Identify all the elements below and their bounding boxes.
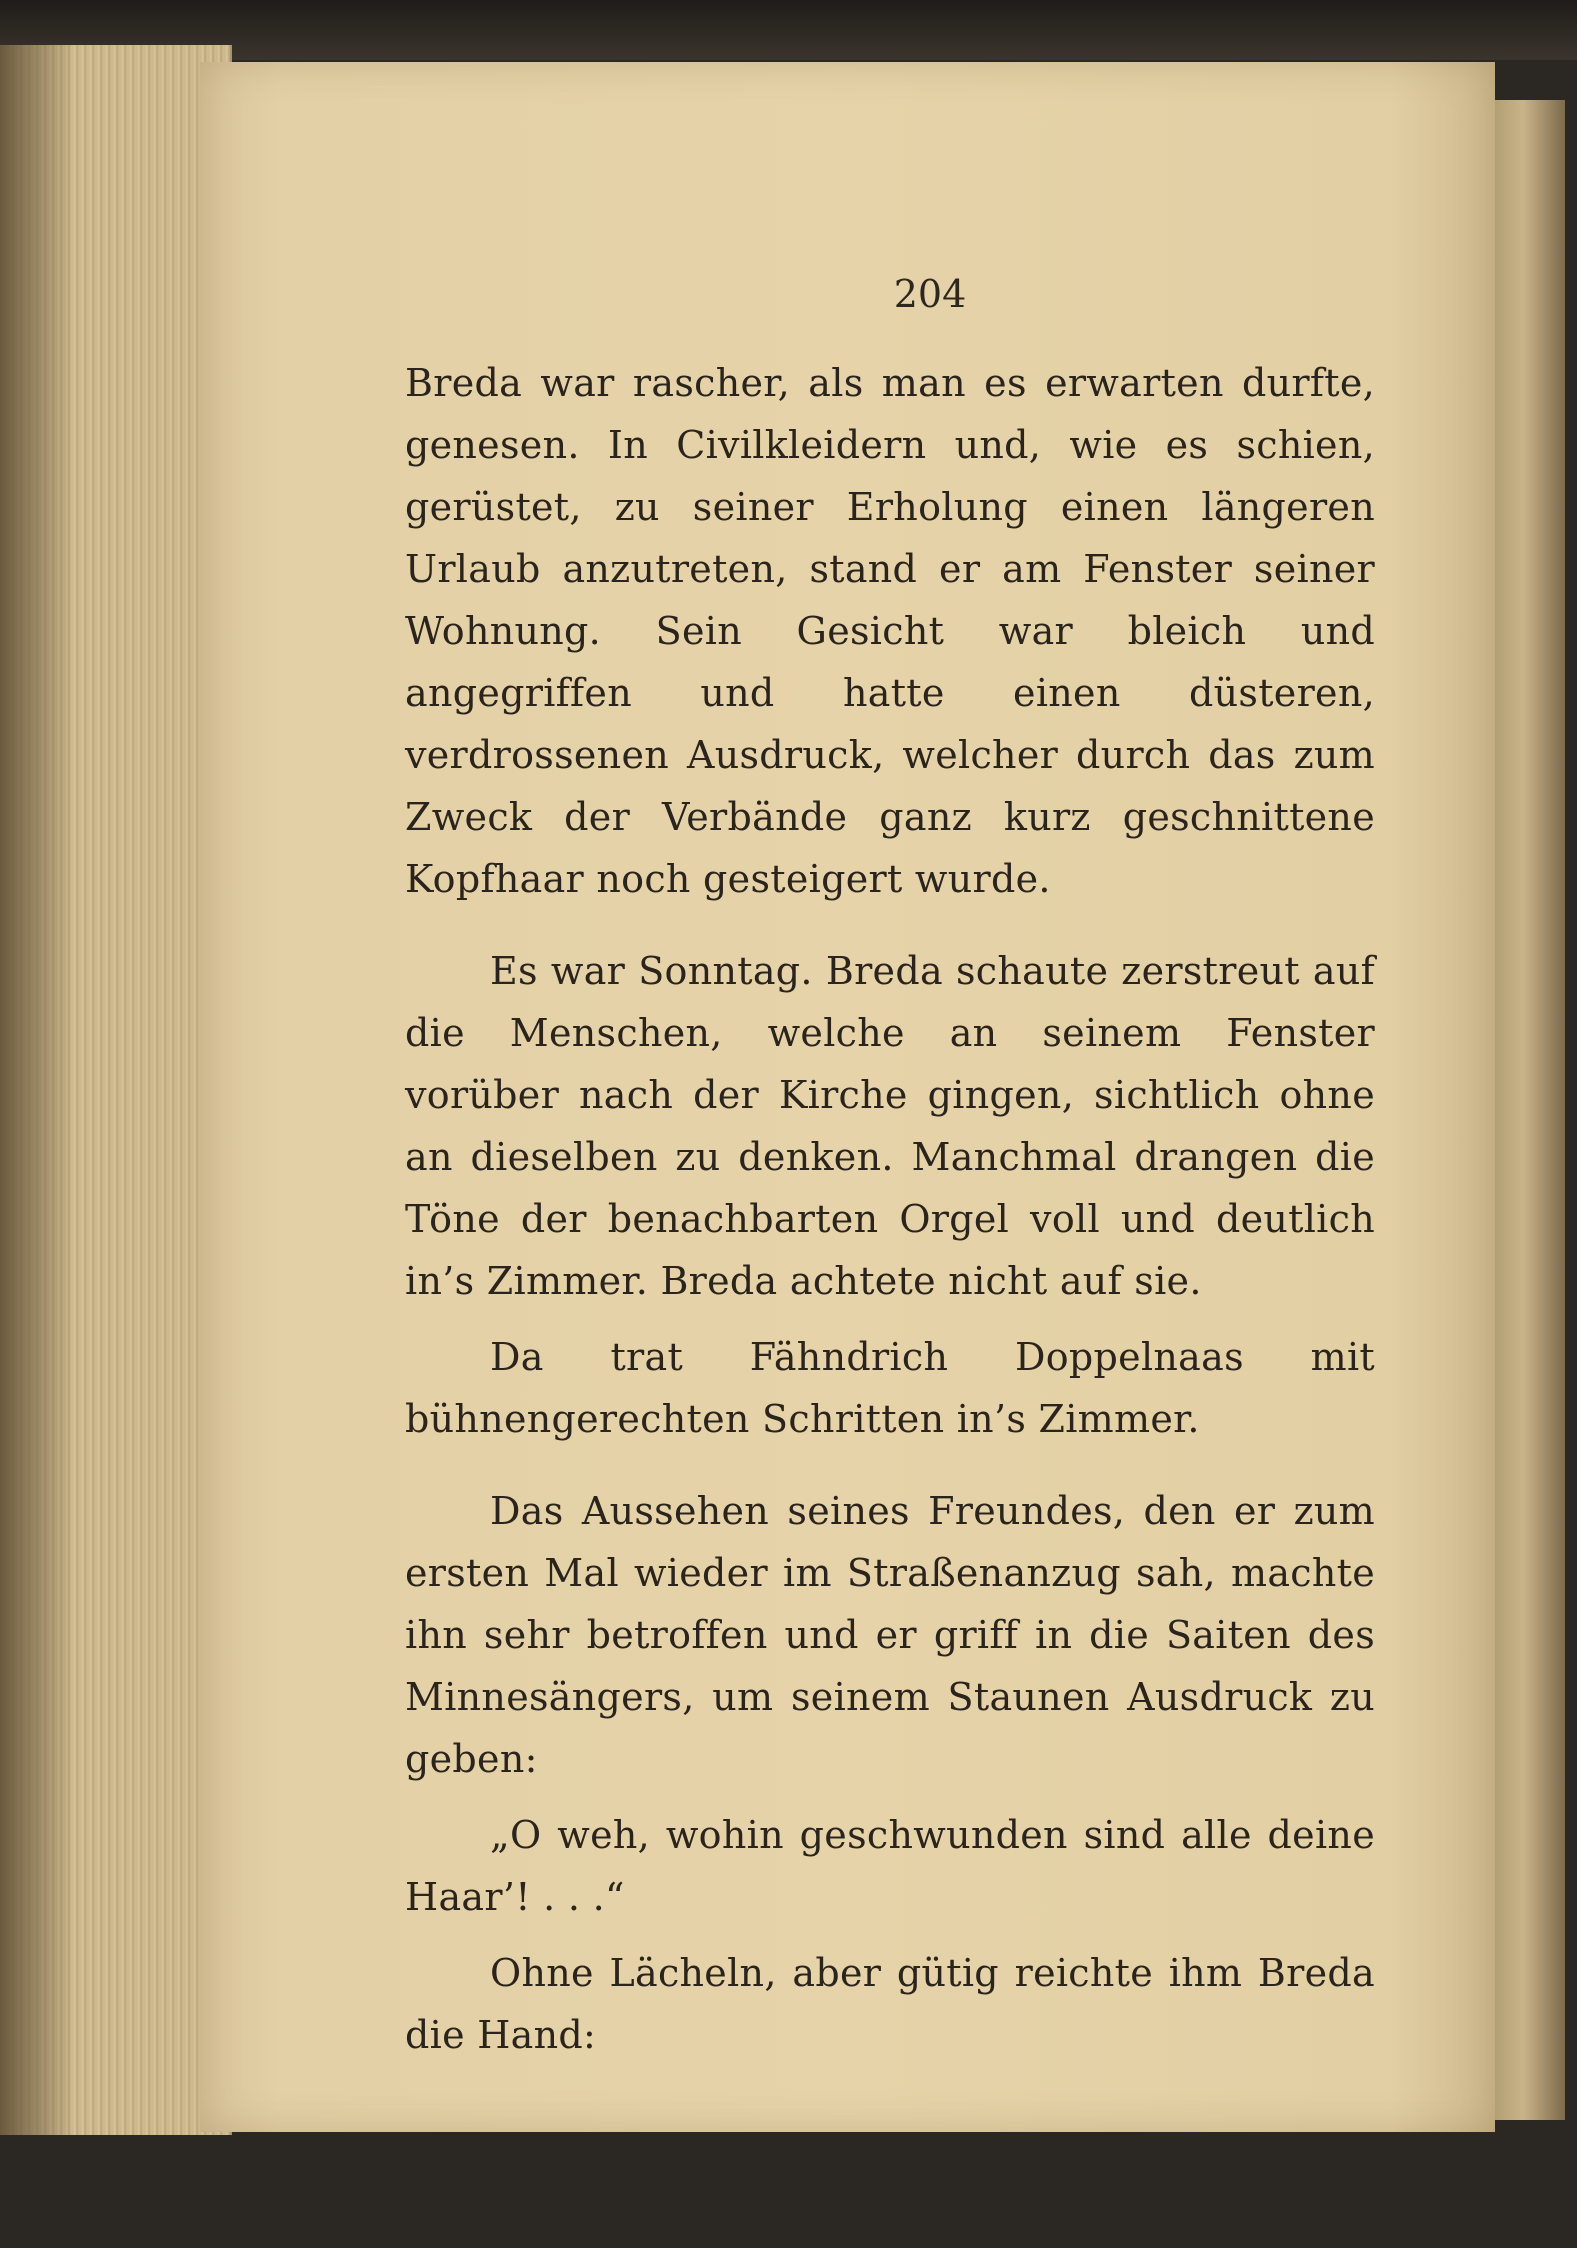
paragraph-2: Es war Sonntag. Breda schaute zerstreut auf die Menschen, welche an seinem Fenster vorüber nach der Kirche gingen, sichtlich ohne an dieselben zu denken. Manchmal drangen die Töne der benachbarten Orgel voll und deutlich in’s Zimmer. Breda achtete nicht auf sie. [405, 949, 1375, 1303]
paragraph-6: Ohne Lächeln, aber gütig reichte ihm Breda die Hand: [405, 1951, 1375, 2057]
book-cover-edge [0, 0, 1577, 60]
body-text [405, 352, 1375, 2066]
right-page-edge [1495, 100, 1565, 2120]
paragraph-1: Breda war rascher, als man es erwarten durfte, genesen. In Civilkleidern und, wie es schien, gerüstet, zu seiner Erholung einen längeren Urlaub anzutreten, stand er am Fenster seiner Wohnung. Sein Gesicht war bleich und angegriffen und hatte einen düsteren, verdrossenen Ausdruck, welcher durch das zum Zweck der Verbände ganz kurz geschnittene Kopfhaar noch gesteigert wurde. [405, 361, 1375, 901]
paragraph-4: Das Aussehen seines Freundes, den er zum ersten Mal wieder im Straßenanzug sah, machte ihn sehr betroffen und er griff in die Saiten des Minnesängers, um seinem Staunen Ausdruck zu geben: [405, 1489, 1375, 1781]
paragraph-3: Da trat Fähndrich Doppelnaas mit bühnengerechten Schritten in’s Zimmer. [405, 1335, 1375, 1441]
page-stack-shadow [0, 45, 70, 2135]
paragraph-5: „O weh, wohin geschwunden sind alle deine Haar’! . . .“ [405, 1813, 1375, 1919]
page-number: 204 [893, 272, 967, 316]
